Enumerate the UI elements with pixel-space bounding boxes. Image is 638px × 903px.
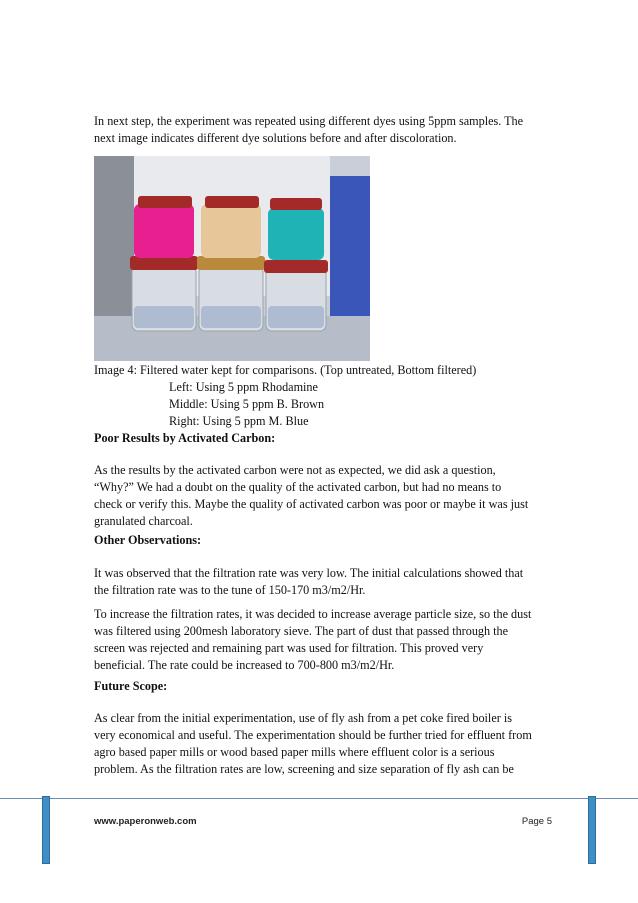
other-line: was filtered using 200mesh laboratory sieve. The part of dust that passed through the [94,624,509,638]
middle-jar-brown [201,204,261,258]
other-paragraph-2 [94,606,554,674]
poor-line: As the results by the activated carbon were not as expected, we did ask a question, [94,463,496,477]
heading-future-scope: Future Scope: [94,679,168,693]
footer-divider [0,798,638,799]
future-line: problem. As the filtration rates are low, screening and size separation of fly ash can be [94,762,514,776]
left-jar [130,196,198,331]
heading-poor-results: Poor Results by Activated Carbon: [94,431,276,445]
caption-title: Image 4: Filtered water kept for comparisons. (Top untreated, Bottom filtered) [94,363,477,377]
right-jar [264,198,328,331]
other-line: screen was rejected and remaining part was used for filtration. This proved very [94,641,484,655]
right-jar-blue [268,208,324,260]
other-line: the filtration rate was to the tune of 150-170 m3/m2/Hr. [94,583,366,597]
other-line: To increase the filtration rates, it was decided to increase average particle size, so the dust [94,607,532,621]
caption-left: Left: Using 5 ppm Rhodamine [169,380,318,394]
future-line: As clear from the initial experimentation, use of fly ash from a pet coke fired boiler is [94,711,512,725]
future-line: agro based paper mills or wood based paper mills where effluent color is a serious [94,745,495,759]
poor-results-paragraph [94,462,554,530]
image-caption [94,362,554,430]
middle-jar [197,196,265,331]
other-line: It was observed that the filtration rate was very low. The initial calculations showed that [94,566,524,580]
jars-illustration [94,156,370,361]
poor-line: “Why?” We had a doubt on the quality of the activated carbon, but had no means to [94,480,502,494]
caption-middle: Middle: Using 5 ppm B. Brown [169,397,325,411]
caption-right: Right: Using 5 ppm M. Blue [169,414,309,428]
other-line: beneficial. The rate could be increased to 700-800 m3/m2/Hr. [94,658,395,672]
footer-page-number: Page 5 [521,816,552,827]
left-jar-pink [134,204,194,258]
intro-line-1: In next step, the experiment was repeated using different dyes using 5ppm samples. The [94,114,524,128]
poor-line: granulated charcoal. [94,514,193,528]
footer-site: www.paperonweb.com [94,816,197,827]
footer-right-bar [588,796,596,864]
heading-other-observations: Other Observations: [94,533,202,547]
intro-paragraph [94,113,554,147]
other-paragraph-1 [94,565,554,599]
dye-jars-photo [94,156,370,361]
footer-left-bar [42,796,50,864]
left-lid-bottom [130,256,198,270]
future-line: very economical and useful. The experimentation should be further tried for effluent from [94,728,532,742]
intro-line-2: next image indicates different dye solutions before and after discoloration. [94,131,457,145]
poor-line: check or verify this. Maybe the quality of activated carbon was poor or maybe it was just [94,497,529,511]
future-paragraph [94,710,554,778]
